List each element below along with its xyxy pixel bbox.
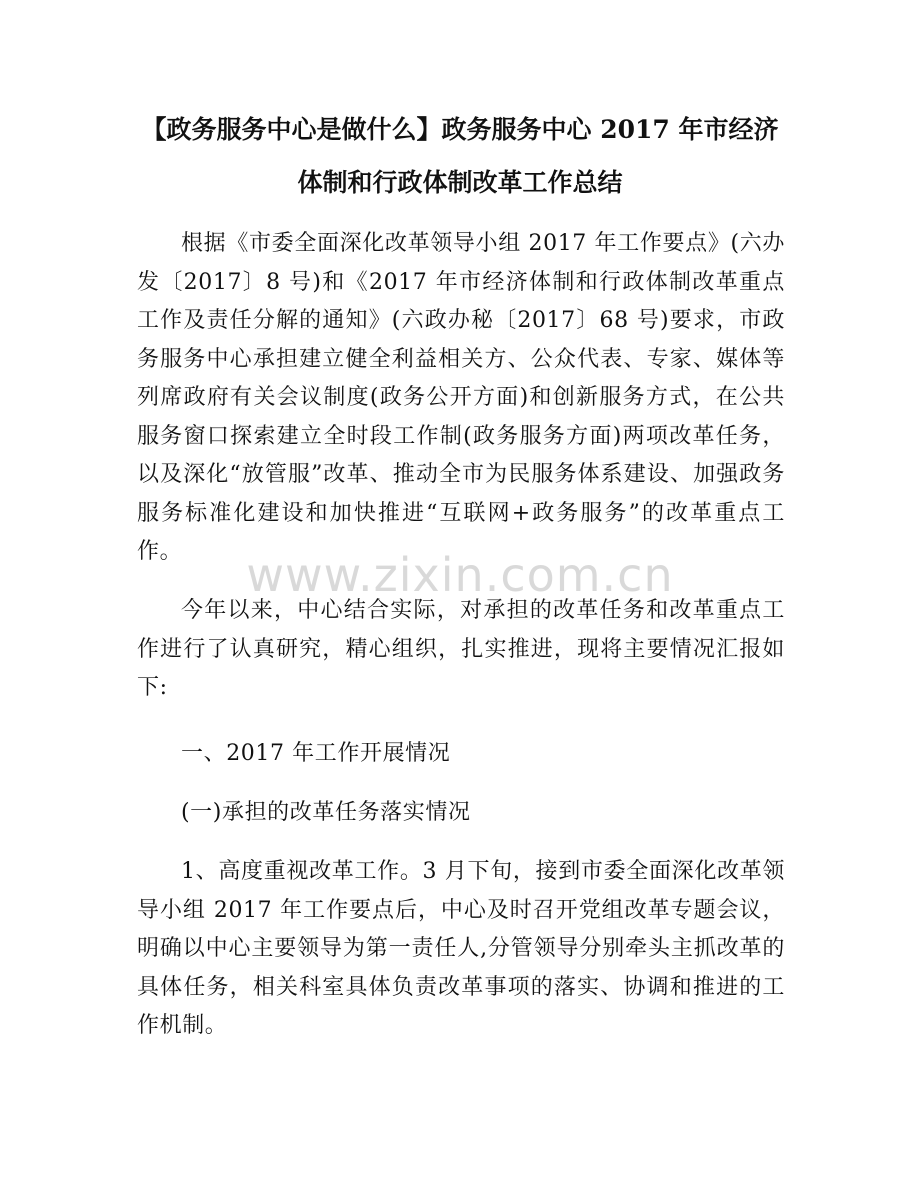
- document-title-line-1: 【政务服务中心是做什么】政务服务中心 2017 年市经济: [141, 115, 779, 144]
- subsection-heading-1: (一)承担的改革任务落实情况: [181, 800, 471, 825]
- paragraph-intro: 根据《市委全面深化改革领导小组 2017 年工作要点》(六办发〔2017〕8 号)和《2017 年市经济体制和行政体制改革重点工作及责任分解的通知》(六政办秘〔2017〕68 号)要求，市政务服务中心承担建立健全利益相关方、公众代表、专家、媒体等列席政府有关会议制度(政务公开方面)和创新服务方式，在公共服务窗口探索建立全时段工作制(政务服务方面)两项改革任务，以及深化“放管服”改革、推动全市为民服务体系建设、加强政务服务标准化建设和加快推进“互联网+政务服务”的改革重点工作。: [137, 231, 785, 564]
- document-title-line-2: 体制和行政体制改革工作总结: [297, 168, 623, 197]
- paragraph-item-1: 1、高度重视改革工作。3 月下旬，接到市委全面深化改革领导小组 2017 年工作要点后，中心及时召开党组改革专题会议，明确以中心主要领导为第一责任人,分管领导分别牵头主抓改革的具体任务，相关科室具体负责改革事项的落实、协调和推进的工作机制。: [137, 859, 785, 1038]
- paragraph-summary: 今年以来，中心结合实际，对承担的改革任务和改革重点工作进行了认真研究，精心组织，扎实推进，现将主要情况汇报如下:: [137, 598, 785, 700]
- section-heading-1: 一、2017 年工作开展情况: [181, 741, 451, 766]
- watermark-text: www.zixin.com.cn: [246, 548, 674, 602]
